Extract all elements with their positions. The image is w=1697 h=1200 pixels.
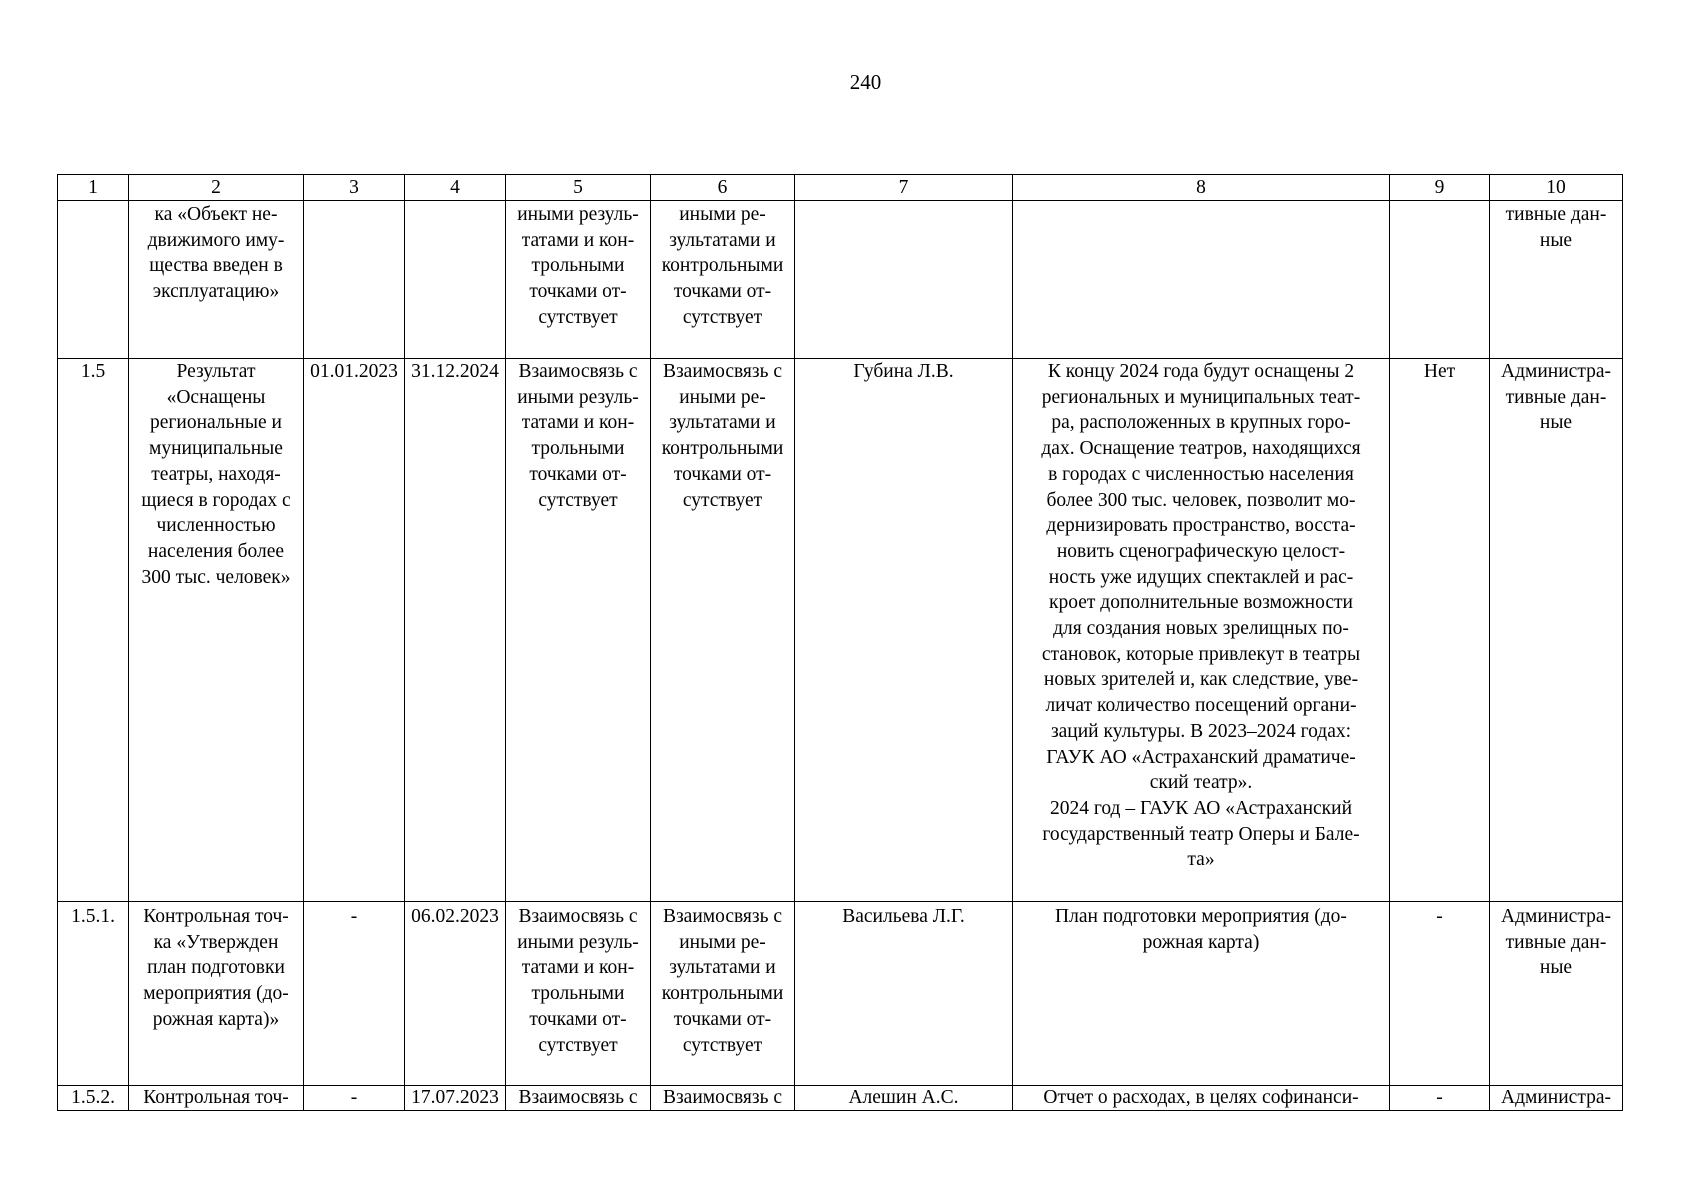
data-source: Администра- тивные дан- ные <box>1490 359 1623 902</box>
table-row <box>58 359 1623 902</box>
column-number: 4 <box>405 175 506 201</box>
column-number: 6 <box>651 175 795 201</box>
column-number: 3 <box>304 175 405 201</box>
result-description: Отчет о расходах, в целях софинанси- <box>1013 1086 1390 1111</box>
responsible-person: Губина Л.В. <box>795 359 1013 902</box>
result-description <box>1013 201 1390 359</box>
row-number: 1.5.2. <box>58 1086 129 1111</box>
column-number: 10 <box>1490 175 1623 201</box>
link-following: иными ре- зультатами и контрольными точками от- сутствует <box>651 201 795 359</box>
column-number: 9 <box>1390 175 1490 201</box>
link-preceding: Взаимосвязь с <box>506 1086 651 1111</box>
column-number: 1 <box>58 175 129 201</box>
link-following: Взаимосвязь с <box>651 1086 795 1111</box>
start-date: - <box>304 902 405 1086</box>
info-system: - <box>1390 1086 1490 1111</box>
header-row <box>58 175 1623 201</box>
result-description: К концу 2024 года будут оснащены 2 региональных и муниципальных теат- ра, расположенных в крупных горо- дах. Оснащение театров, находящихся в городах с численностью населения более 300 тыс. человек, позволит мо- дернизировать пространство, восста- новить сценографическую целост- ность уже идущих спектаклей и рас- кроет дополнительные возможности для создания новых зрелищных по- становок, которые привлекут в театры новых зрителей и, как следствие, уве- личат количество посещений органи- заций культуры. В 2023–2024 годах: ГАУК АО «Астраханский драматиче- ский театр». 2024 год – ГАУК АО «Астраханский государственный театр Оперы и Бале- та» <box>1013 359 1390 902</box>
responsible-person: Алешин А.С. <box>795 1086 1013 1111</box>
column-number: 5 <box>506 175 651 201</box>
link-preceding: Взаимосвязь с иными резуль- татами и кон- трольными точками от- сутствует <box>506 902 651 1086</box>
info-system: - <box>1390 902 1490 1086</box>
page-number: 240 <box>849 70 882 94</box>
start-date: - <box>304 1086 405 1111</box>
plan-table <box>57 174 1623 1111</box>
table-row <box>58 201 1623 359</box>
column-number: 2 <box>129 175 304 201</box>
link-preceding: иными резуль- татами и кон- трольными точками от- сутствует <box>506 201 651 359</box>
end-date: 06.02.2023 <box>405 902 506 1086</box>
info-system <box>1390 201 1490 359</box>
column-number: 7 <box>795 175 1013 201</box>
link-following: Взаимосвязь с иными ре- зультатами и контрольными точками от- сутствует <box>651 902 795 1086</box>
start-date: 01.01.2023 <box>304 359 405 902</box>
data-source: Администра- <box>1490 1086 1623 1111</box>
result-name: Результат «Оснащены региональные и муниципальные театры, находя- щиеся в городах с численностью населения более 300 тыс. человек» <box>129 359 304 902</box>
result-name: Контрольная точ- <box>129 1086 304 1111</box>
result-description: План подготовки мероприятия (до- рожная карта) <box>1013 902 1390 1086</box>
end-date: 31.12.2024 <box>405 359 506 902</box>
responsible-person: Васильева Л.Г. <box>795 902 1013 1086</box>
result-name: Контрольная точ- ка «Утвержден план подготовки мероприятия (до- рожная карта)» <box>129 902 304 1086</box>
end-date: 17.07.2023 <box>405 1086 506 1111</box>
link-preceding: Взаимосвязь с иными резуль- татами и кон- трольными точками от- сутствует <box>506 359 651 902</box>
responsible-person <box>795 201 1013 359</box>
start-date <box>304 201 405 359</box>
result-name: ка «Объект не- движимого иму- щества введен в эксплуатацию» <box>129 201 304 359</box>
data-source: тивные дан- ные <box>1490 201 1623 359</box>
table-row <box>58 902 1623 1086</box>
link-following: Взаимосвязь с иными ре- зультатами и контрольными точками от- сутствует <box>651 359 795 902</box>
row-number: 1.5 <box>58 359 129 902</box>
info-system: Нет <box>1390 359 1490 902</box>
row-number <box>58 201 129 359</box>
table-row <box>58 1086 1623 1111</box>
row-number: 1.5.1. <box>58 902 129 1086</box>
end-date <box>405 201 506 359</box>
data-source: Администра- тивные дан- ные <box>1490 902 1623 1086</box>
column-number: 8 <box>1013 175 1390 201</box>
